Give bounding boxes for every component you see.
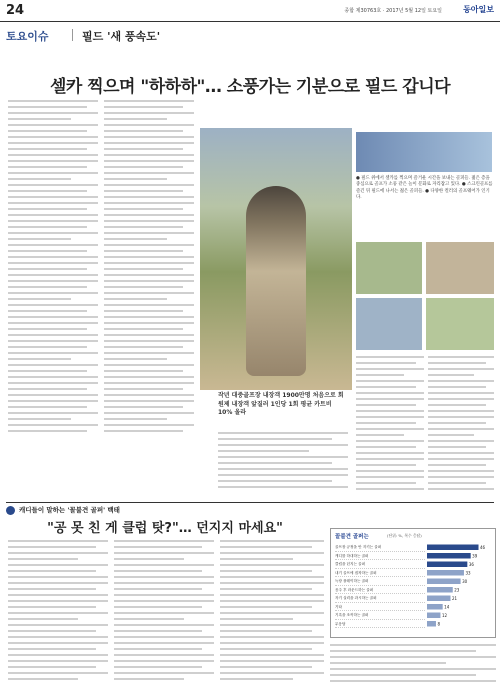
page-number: 24	[6, 3, 25, 18]
chart-value-label: 8	[437, 621, 441, 627]
golfer-photo	[200, 128, 352, 390]
newspaper-name: 동아일보	[463, 4, 494, 14]
section-divider	[72, 29, 73, 41]
article-column-4	[428, 356, 494, 496]
chart-bar	[427, 596, 451, 602]
chart-category-label: 무응답	[335, 620, 425, 629]
chart-bar	[427, 604, 443, 610]
chart-category-label: 내기 골프에 집착하는 골퍼	[335, 569, 425, 578]
sub-article-column-4	[330, 644, 496, 688]
pull-quote: 작년 대중골프장 내장객 1900만명 처음으로 회원제 내장객 앞질러 1인당 1회 평균 카트비 10% 올라	[218, 392, 344, 416]
section-label: 토요이슈	[6, 30, 49, 43]
photo-caption: ● 필드 위에서 셀카를 찍으며 즐거운 시간을 보내는 골퍼들. 젊은 층을 중심으로 골프가 소풍 같은 놀이 문화로 자리잡고 있다. ● 스크린골프를 즐긴 뒤 필드에 나서는 젊은 골퍼들. ● 다양한 컬러의 골프웨어가 인기다.	[356, 176, 493, 201]
grid-photo	[426, 242, 494, 294]
chart-value-label: 33	[465, 570, 471, 576]
grid-photo	[426, 298, 494, 350]
grid-photo	[356, 242, 422, 294]
survey-chart	[330, 528, 496, 638]
page-header	[0, 0, 500, 22]
chart-value-label: 36	[468, 562, 474, 567]
article-column-5	[218, 432, 348, 498]
chart-title: 꼴불견 골퍼는	[335, 534, 369, 540]
chart-category-label: 캐디를 하대하는 골퍼	[335, 552, 425, 561]
selfie-photo	[356, 132, 492, 172]
article-column-3	[356, 356, 424, 496]
sub-article-label: 캐디들이 말하는 '꼴불견 골퍼' 백태	[19, 506, 120, 514]
sub-article-column-1	[8, 540, 108, 688]
chart-bar	[427, 579, 461, 585]
chart-bar	[427, 545, 479, 551]
chart-value-label: 14	[444, 604, 450, 610]
chart-category-label: 음주 후 라운드하는 골퍼	[335, 586, 425, 595]
issue-meta: 종합 제30763호 · 2017년 5월 12일 토요일	[344, 8, 442, 14]
chart-value-label: 21	[452, 596, 458, 601]
chart-bar	[427, 621, 436, 627]
chart-category-label: 기타	[335, 603, 425, 612]
photo-grid	[356, 242, 494, 350]
golfer-figure	[246, 186, 306, 376]
chart-category-label: 기록을 조작하는 골퍼	[335, 611, 425, 620]
section-title	[6, 26, 494, 42]
grid-photo	[356, 298, 422, 350]
chart-categories	[335, 543, 425, 628]
chart-value-label: 39	[472, 553, 478, 559]
banner-dot-icon	[6, 506, 15, 515]
chart-bar	[427, 553, 471, 559]
chart-bars	[427, 543, 493, 629]
sub-article-headline: "공 못 친 게 클럽 탓?"… 던지지 마세요"	[47, 521, 283, 536]
chart-bar	[427, 562, 467, 568]
article-column-2	[104, 100, 194, 500]
sub-article-banner	[6, 502, 494, 516]
chart-category-label: 클럽을 던지는 골퍼	[335, 560, 425, 569]
chart-category-label: 늑장 플레이하는 골퍼	[335, 577, 425, 586]
headline: 셀카 찍으며 "하하하"… 소풍가는 기분으로 필드 갑니다	[49, 77, 451, 97]
chart-category-label: 골프장 규정을 안 지키는 골퍼	[335, 543, 425, 552]
chart-category-label: 자기 실력을 과시하는 골퍼	[335, 594, 425, 603]
chart-value-label: 23	[454, 587, 460, 593]
chart-bar	[427, 587, 453, 593]
section-topic: 필드 '새 풍속도'	[82, 30, 161, 43]
chart-value-label: 30	[462, 579, 468, 584]
sub-article-column-3	[220, 540, 324, 688]
chart-bar	[427, 570, 464, 576]
chart-value-label: 46	[480, 545, 486, 550]
article-column-1	[8, 100, 98, 500]
chart-note: (단위: %, 복수 응답)	[387, 533, 422, 538]
chart-bar	[427, 613, 440, 619]
chart-value-label: 12	[441, 613, 448, 618]
sub-article-column-2	[114, 540, 214, 688]
